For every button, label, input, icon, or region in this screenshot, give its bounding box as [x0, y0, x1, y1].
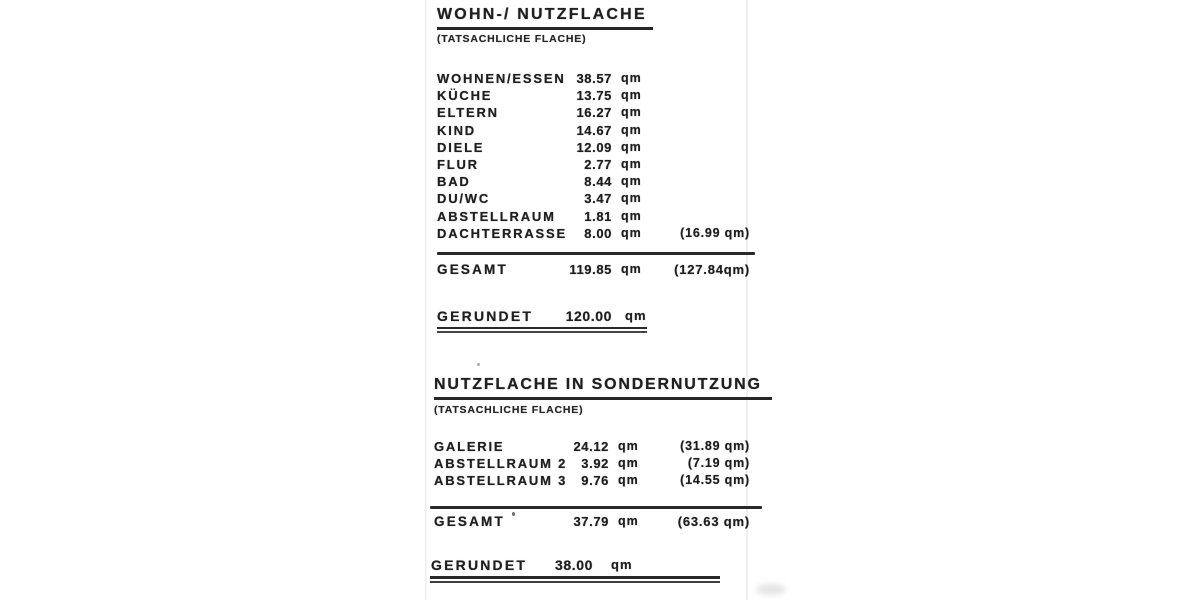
row-label: DACHTERRASSE: [437, 225, 567, 241]
section1-rounded-underline: [437, 327, 647, 333]
table-row: [437, 157, 750, 174]
section1-subtitle: (TATSACHLICHE FLACHE): [437, 33, 587, 45]
rounded-label: GERUNDET: [431, 557, 528, 573]
row-label: BAD: [437, 174, 471, 190]
row-unit: qm: [621, 139, 642, 154]
total-label: GESAMT: [437, 262, 508, 277]
row-value: 2.77: [584, 156, 612, 172]
row-label: DU/WC: [437, 191, 491, 207]
section2-rounded-underline: [430, 576, 720, 583]
row-label: WOHNEN/ESSEN: [437, 71, 566, 86]
scan-noise-dot: [477, 363, 480, 366]
row-unit: qm: [621, 122, 642, 137]
row-unit: qm: [621, 191, 642, 206]
row-value: 14.67: [576, 122, 612, 138]
rounded-value: 38.00: [554, 557, 593, 573]
row-unit: qm: [621, 208, 642, 223]
row-value: 3.47: [584, 191, 612, 207]
table-row: [437, 174, 750, 191]
table-row: [437, 140, 750, 157]
row-unit: qm: [621, 71, 642, 85]
row-label: KIND: [437, 122, 476, 138]
total-value: 37.79: [573, 514, 609, 529]
section2-rounded-row: [431, 557, 671, 575]
section1-rounded-row: [437, 308, 677, 326]
row-paren-value: (31.89 qm): [680, 439, 750, 453]
row-label: DIELE: [437, 139, 485, 155]
row-unit: qm: [618, 439, 639, 453]
total-unit: qm: [618, 514, 639, 528]
section2-total-row: [434, 514, 750, 532]
row-paren-value: (16.99 qm): [680, 225, 750, 240]
total-value: 119.85: [569, 262, 612, 277]
row-value: 38.57: [576, 71, 612, 86]
table-row: [437, 191, 750, 208]
rounded-unit: qm: [625, 308, 647, 323]
total-paren-value: (63.63 qm): [677, 514, 750, 529]
row-paren-value: (7.19 qm): [687, 456, 750, 471]
total-paren-value: (127.84qm): [674, 262, 750, 277]
row-unit: qm: [621, 88, 642, 103]
row-unit: qm: [621, 156, 642, 171]
row-value: 16.27: [576, 105, 612, 121]
section1-area-table: [437, 71, 750, 243]
row-label: GALERIE: [434, 439, 505, 454]
scan-noise-dot: [512, 512, 515, 516]
row-label: ABSTELLRAUM: [437, 208, 556, 224]
table-row: [434, 439, 750, 456]
rounded-unit: qm: [611, 557, 633, 572]
table-row: [437, 105, 750, 122]
section2-area-table: [434, 439, 750, 491]
section2-title: NUTZFLACHE IN SONDERNUTZUNG: [434, 376, 772, 400]
row-value: 9.76: [581, 473, 609, 489]
row-value: 24.12: [573, 439, 609, 454]
row-unit: qm: [621, 225, 642, 240]
section1-total-rule: [437, 252, 755, 255]
section2-total-rule: [430, 506, 762, 509]
row-value: 13.75: [576, 88, 612, 104]
row-unit: qm: [618, 473, 639, 488]
table-row: [434, 456, 750, 473]
rounded-value: 120.00: [565, 308, 612, 324]
table-row: [437, 209, 750, 226]
scan-noise-smudge: [756, 584, 786, 595]
section1-title: WOHN-/ NUTZFLACHE: [437, 6, 653, 30]
row-value: 8.00: [584, 225, 612, 241]
row-label: ELTERN: [437, 105, 499, 121]
row-label: ABSTELLRAUM 2: [434, 456, 568, 472]
rounded-label: GERUNDET: [437, 308, 534, 324]
row-value: 3.92: [581, 456, 609, 472]
row-label: FLUR: [437, 156, 479, 172]
row-unit: qm: [618, 456, 639, 471]
table-row: [437, 88, 750, 105]
row-paren-value: (14.55 qm): [680, 473, 750, 488]
table-row: [437, 123, 750, 140]
section1-total-row: [437, 262, 750, 280]
row-value: 12.09: [576, 139, 612, 155]
table-row: [434, 473, 750, 490]
table-row: [437, 226, 750, 243]
row-label: ABSTELLRAUM 3: [434, 473, 568, 489]
total-label: GESAMT: [434, 514, 505, 529]
row-value: 1.81: [584, 208, 612, 224]
section2-subtitle: (TATSACHLICHE FLACHE): [434, 404, 584, 416]
row-value: 8.44: [584, 174, 612, 190]
row-label: KÜCHE: [437, 88, 493, 104]
row-unit: qm: [621, 174, 642, 189]
row-unit: qm: [621, 105, 642, 120]
total-unit: qm: [621, 262, 642, 276]
table-row: [437, 71, 750, 88]
